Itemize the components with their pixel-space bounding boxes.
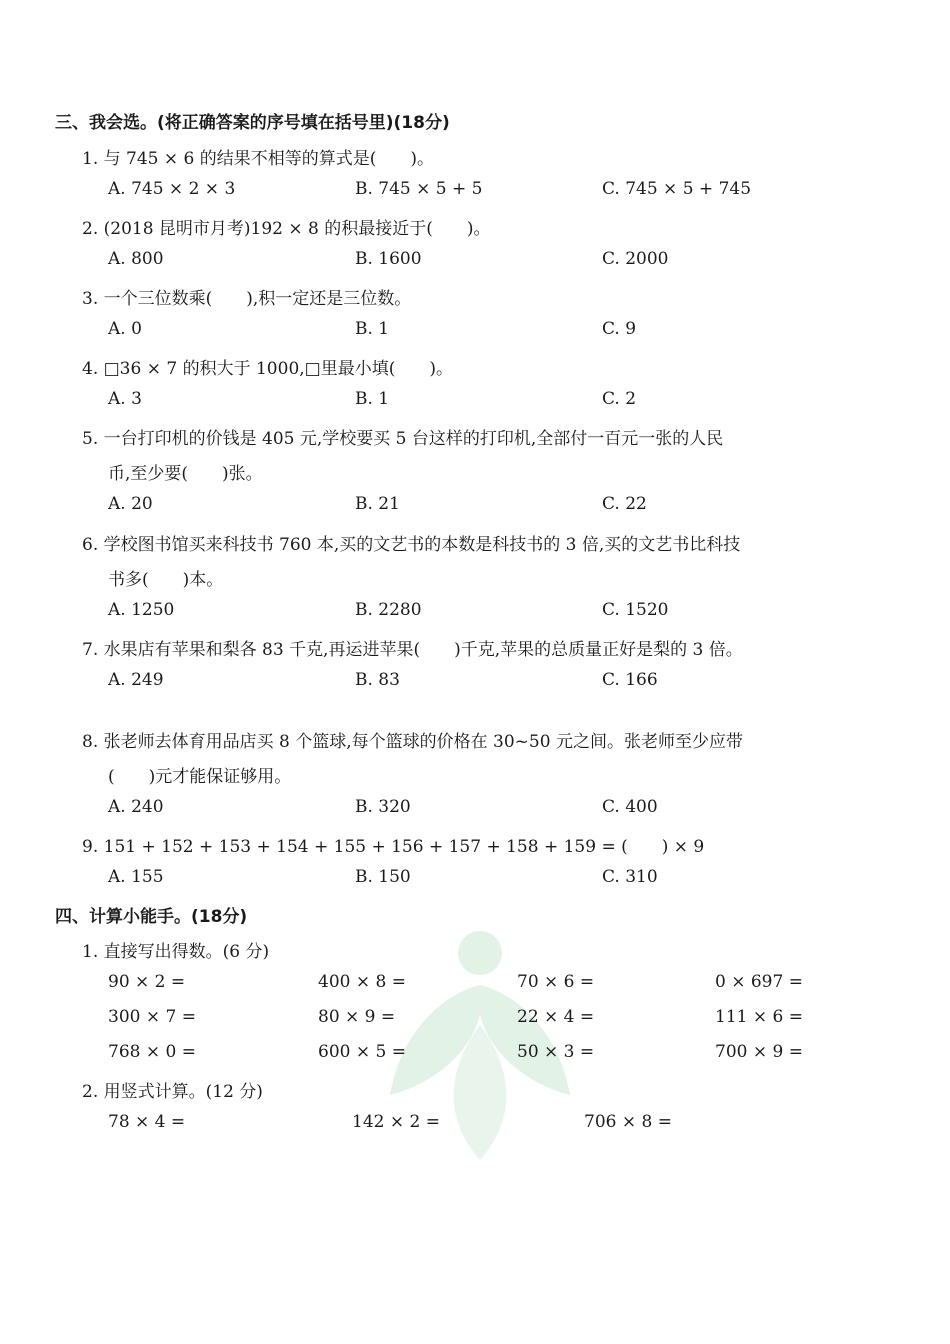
question-3: 3. 一个三位数乘( ),积一定还是三位数。 — [82, 289, 412, 309]
part2-title: 2. 用竖式计算。(12 分) — [82, 1082, 263, 1102]
calc-item: 300 × 7 = — [108, 1007, 196, 1027]
q4-option-b: B. 1 — [355, 389, 390, 409]
section3-heading: 三、我会选。(将正确答案的序号填在括号里)(18分) — [55, 113, 450, 133]
question-8: 8. 张老师去体育用品店买 8 个篮球,每个篮球的价格在 30~50 元之间。张老师至少应带 — [82, 732, 743, 752]
q4-option-c: C. 2 — [602, 389, 637, 409]
q5-option-b: B. 21 — [355, 494, 400, 514]
question-1: 1. 与 745 × 6 的结果不相等的算式是( )。 — [82, 149, 435, 169]
q6-option-a: A. 1250 — [108, 600, 175, 620]
calc-item: 90 × 2 = — [108, 972, 186, 992]
q9-option-b: B. 150 — [355, 867, 411, 887]
q7-option-a: A. 249 — [108, 670, 164, 690]
question-6-continued: 书多( )本。 — [108, 570, 224, 590]
calc-item: 111 × 6 = — [715, 1007, 803, 1027]
q7-option-b: B. 83 — [355, 670, 400, 690]
q4-option-a: A. 3 — [108, 389, 142, 409]
calc-item: 700 × 9 = — [715, 1042, 803, 1062]
q8-option-a: A. 240 — [108, 797, 164, 817]
calc-item: 70 × 6 = — [517, 972, 595, 992]
part1-title: 1. 直接写出得数。(6 分) — [82, 942, 270, 962]
vertical-calc-item: 706 × 8 = — [584, 1112, 672, 1132]
q2-option-c: C. 2000 — [602, 249, 669, 269]
question-9: 9. 151 + 152 + 153 + 154 + 155 + 156 + 157 + 158 + 159 = ( ) × 9 — [82, 837, 705, 857]
q8-option-b: B. 320 — [355, 797, 411, 817]
q3-option-c: C. 9 — [602, 319, 637, 339]
section4-heading: 四、计算小能手。(18分) — [55, 907, 248, 927]
q3-option-a: A. 0 — [108, 319, 142, 339]
q1-option-c: C. 745 × 5 + 745 — [602, 179, 752, 199]
q2-option-b: B. 1600 — [355, 249, 422, 269]
vertical-calc-item: 78 × 4 = — [108, 1112, 186, 1132]
q3-option-b: B. 1 — [355, 319, 390, 339]
q2-option-a: A. 800 — [108, 249, 164, 269]
q8-option-c: C. 400 — [602, 797, 658, 817]
q9-option-c: C. 310 — [602, 867, 658, 887]
q1-option-a: A. 745 × 2 × 3 — [108, 179, 236, 199]
q9-option-a: A. 155 — [108, 867, 164, 887]
q6-option-c: C. 1520 — [602, 600, 669, 620]
calc-item: 400 × 8 = — [318, 972, 406, 992]
q5-option-a: A. 20 — [108, 494, 153, 514]
question-5: 5. 一台打印机的价钱是 405 元,学校要买 5 台这样的打印机,全部付一百元一张的人民 — [82, 429, 724, 449]
calc-item: 80 × 9 = — [318, 1007, 396, 1027]
q1-option-b: B. 745 × 5 + 5 — [355, 179, 483, 199]
calc-item: 50 × 3 = — [517, 1042, 595, 1062]
question-6: 6. 学校图书馆买来科技书 760 本,买的文艺书的本数是科技书的 3 倍,买的文艺书比科技 — [82, 535, 741, 555]
question-7: 7. 水果店有苹果和梨各 83 千克,再运进苹果( )千克,苹果的总质量正好是梨的 3 倍。 — [82, 640, 743, 660]
calc-item: 600 × 5 = — [318, 1042, 406, 1062]
calc-item: 0 × 697 = — [715, 972, 803, 992]
question-4: 4. □36 × 7 的积大于 1000,□里最小填( )。 — [82, 359, 453, 379]
q7-option-c: C. 166 — [602, 670, 658, 690]
question-2: 2. (2018 昆明市月考)192 × 8 的积最接近于( )。 — [82, 219, 491, 239]
question-5-continued: 币,至少要( )张。 — [108, 464, 263, 484]
question-8-continued: ( )元才能保证够用。 — [108, 767, 292, 787]
q5-option-c: C. 22 — [602, 494, 647, 514]
calc-item: 768 × 0 = — [108, 1042, 196, 1062]
q6-option-b: B. 2280 — [355, 600, 422, 620]
calc-item: 22 × 4 = — [517, 1007, 595, 1027]
vertical-calc-item: 142 × 2 = — [352, 1112, 440, 1132]
